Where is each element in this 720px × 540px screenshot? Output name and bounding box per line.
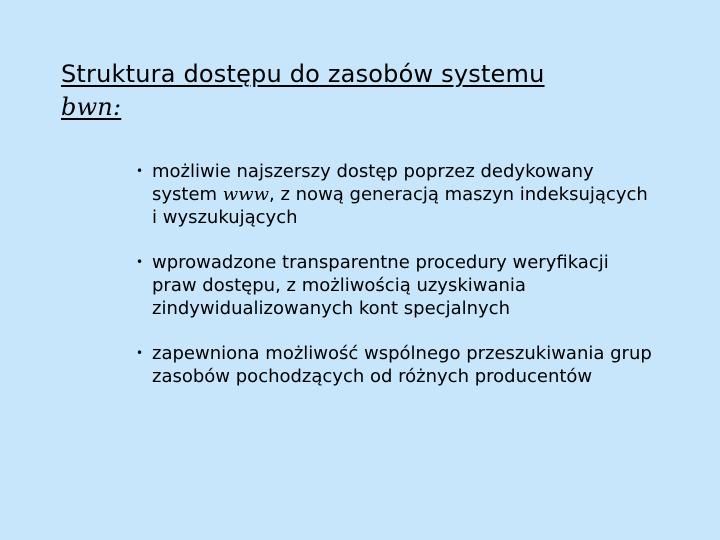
bullet-dot-icon: • [136, 255, 144, 269]
bullet-dot-icon: • [136, 164, 144, 178]
bullet-text-1-italic: www [222, 184, 270, 205]
bullet-text-1b: , z nową generacją maszyn indeksujących i wyszukujących [152, 184, 648, 228]
bullet-dot-icon: • [136, 346, 144, 360]
bullet-item-1 [136, 160, 656, 229]
title-line-2: bwn: [61, 93, 122, 121]
bullet-item-3 [136, 342, 656, 388]
slide-title [61, 58, 661, 124]
bullet-item-2 [136, 251, 656, 320]
bullet-text-1a: możliwie najszerszy dostęp poprzez dedykowany system [152, 161, 594, 205]
title-line-1: Struktura dostępu do zasobów systemu [61, 60, 545, 88]
bullet-text-2: wprowadzone transparentne procedury weryfikacji praw dostępu, z możliwością uzyskiwania zindywidualizowanych kont specjalnych [152, 252, 609, 319]
bullet-text-3: zapewniona możliwość wspólnego przeszukiwania grup zasobów pochodzących od różnych producentów [152, 343, 652, 387]
bullet-list [136, 160, 656, 410]
